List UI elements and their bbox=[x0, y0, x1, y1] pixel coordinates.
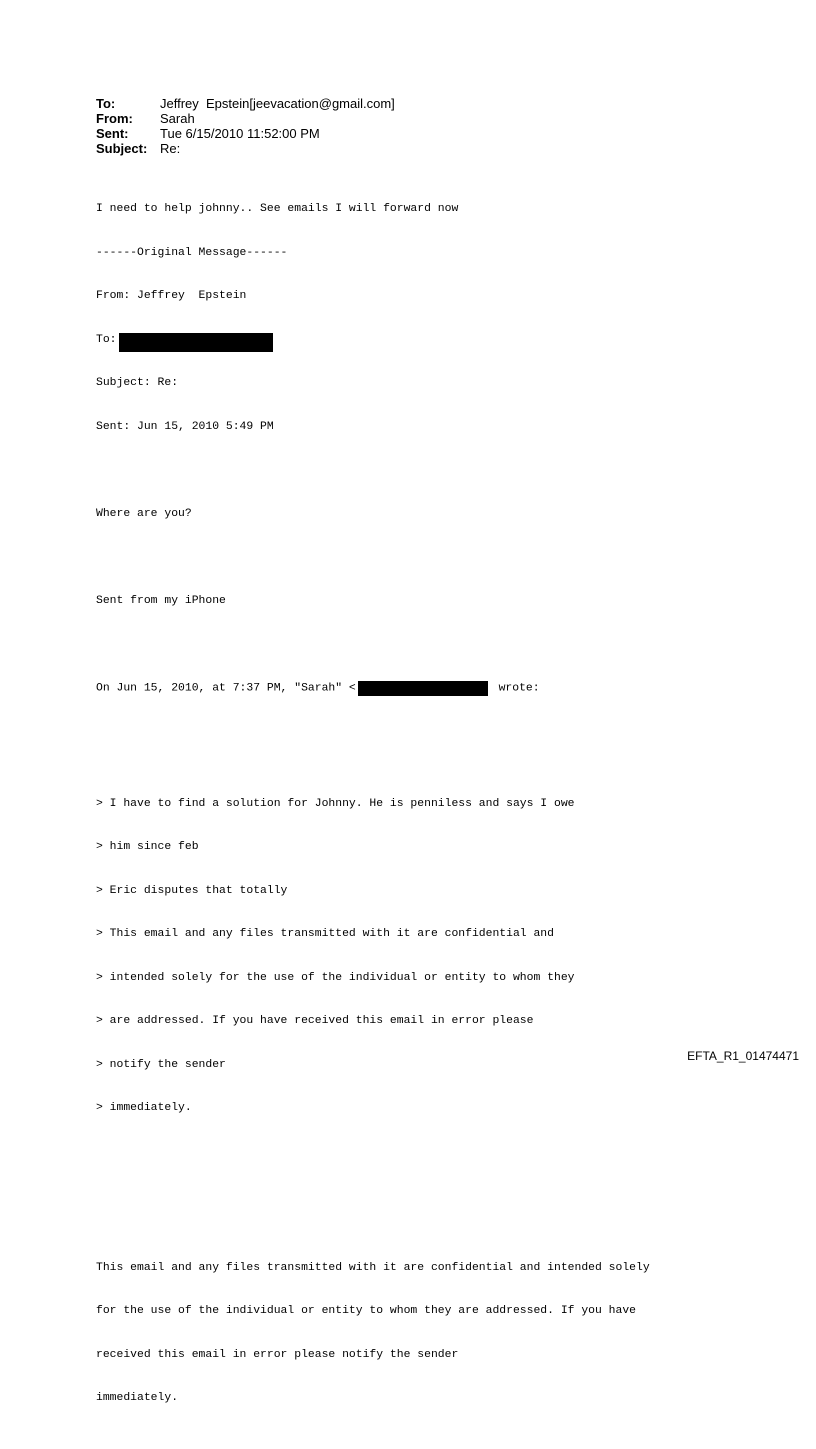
original-subject-line: Subject: Re: bbox=[96, 377, 179, 389]
header-from-row bbox=[96, 111, 395, 126]
header-to-row bbox=[96, 96, 395, 111]
email-body bbox=[96, 173, 650, 1449]
quoted-line: > This email and any files transmitted with it are confidential and bbox=[96, 928, 554, 940]
quoted-line: > intended solely for the use of the individual or entity to whom they bbox=[96, 971, 575, 984]
sent-label: Sent: bbox=[96, 126, 129, 141]
subject-value: Re: bbox=[160, 141, 181, 156]
quoted-line: > notify the sender bbox=[96, 1058, 226, 1071]
signature-line: Sent from my iPhone bbox=[96, 594, 226, 607]
to-label: To: bbox=[96, 96, 116, 111]
to-value: Jeffrey Epstein[jeevacation@gmail.com] bbox=[160, 96, 395, 111]
from-label: From: bbox=[96, 111, 133, 126]
original-sent-line: Sent: Jun 15, 2010 5:49 PM bbox=[96, 420, 274, 433]
quoted-block bbox=[96, 768, 650, 1145]
quoted-line: > are addressed. If you have received this email in error please bbox=[96, 1015, 534, 1027]
disclaimer-line: for the use of the individual or entity to whom they are addressed. If you have bbox=[96, 1305, 637, 1317]
redaction-box bbox=[119, 333, 273, 352]
reply-line: I need to help johnny.. See emails I will forward now bbox=[96, 203, 459, 215]
quoted-line: > I have to find a solution for Johnny. He is penniless and says I owe bbox=[96, 797, 575, 810]
email-header bbox=[96, 96, 395, 156]
disclaimer-line: immediately. bbox=[96, 1392, 179, 1404]
original-to-label: To: bbox=[96, 333, 117, 346]
quoted-line: > immediately. bbox=[96, 1102, 192, 1114]
quoted-line: > Eric disputes that totally bbox=[96, 884, 288, 897]
header-sent-row bbox=[96, 126, 395, 141]
disclaimer-line: received this email in error please notify the sender bbox=[96, 1348, 459, 1361]
original-from-line: From: Jeffrey Epstein bbox=[96, 290, 247, 302]
from-value: Sarah bbox=[160, 111, 195, 126]
header-subject-row bbox=[96, 141, 395, 156]
sent-value: Tue 6/15/2010 11:52:00 PM bbox=[160, 126, 320, 141]
redaction-box bbox=[358, 681, 488, 696]
original-message-marker: ------Original Message------ bbox=[96, 246, 288, 259]
question-line: Where are you? bbox=[96, 507, 192, 520]
quoted-line: > him since feb bbox=[96, 841, 199, 853]
subject-label: Subject: bbox=[96, 141, 148, 156]
bates-number: EFTA_R1_01474471 bbox=[687, 1049, 799, 1063]
original-to-line bbox=[96, 333, 650, 348]
disclaimer-block bbox=[96, 1232, 650, 1435]
quote-intro-prefix: On Jun 15, 2010, at 7:37 PM, "Sarah" < bbox=[96, 682, 356, 695]
quote-intro-line bbox=[96, 681, 650, 696]
quote-intro-suffix: wrote: bbox=[491, 682, 540, 695]
disclaimer-line: This email and any files transmitted with it are confidential and intended solely bbox=[96, 1261, 650, 1274]
